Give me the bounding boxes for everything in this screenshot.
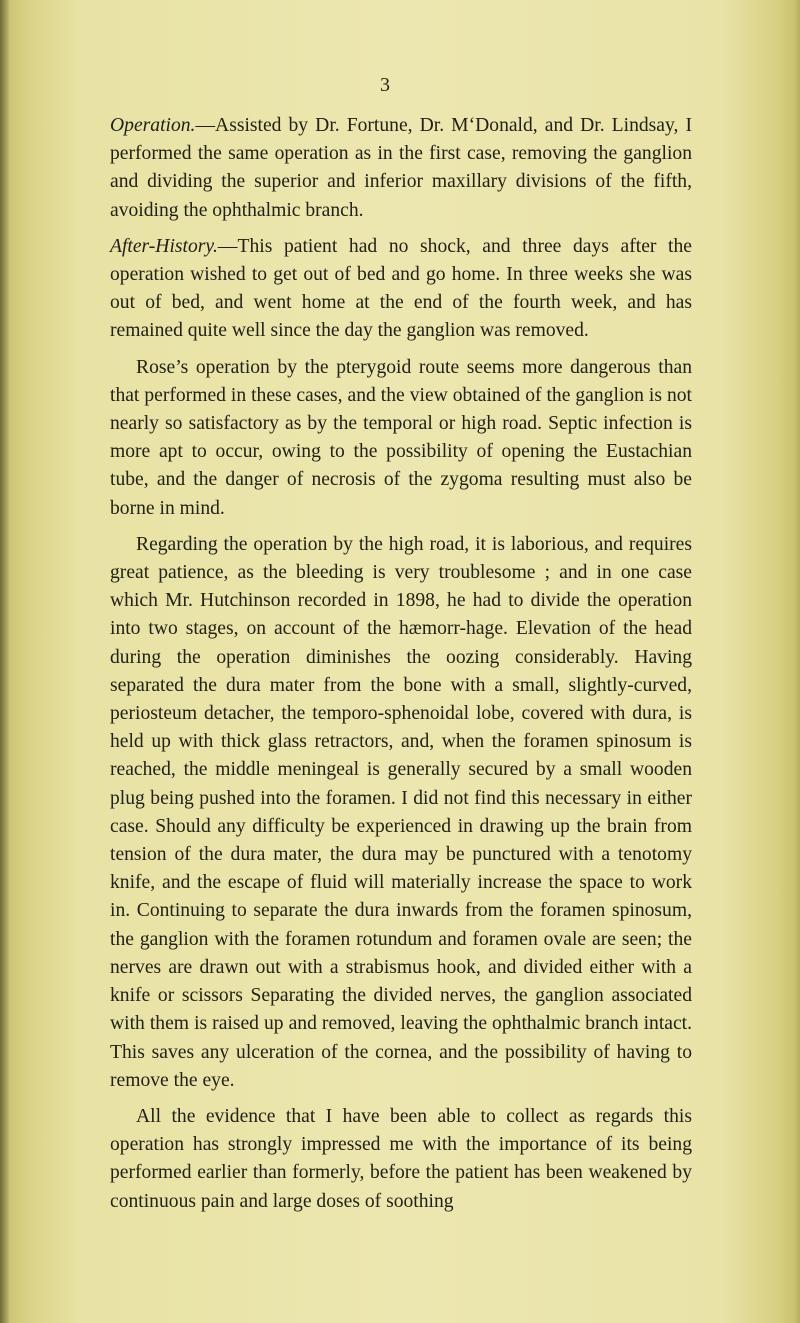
paragraph-after-history [110,233,692,346]
body-text [110,112,692,1224]
page-edge [794,0,800,1323]
paragraph-roses-operation [110,354,692,523]
paragraph-text: Regarding the operation by the high road, it is laborious, and requires great patience, as the bleeding is very troublesome ; and in one case which Mr. Hutchinson recorded in 1898, he had to divide the operation into two stages, on account of the hæmorr-hage. Elevation of the head during the operation diminishes the oozing considerably. Having separated the dura mater from the bone with a small, slightly-curved, periosteum detacher, the temporo-sphenoidal lobe, covered with dura, is held up with thick glass retractors, and, when the foramen spinosum is reached, the middle meningeal is generally secured by a small wooden plug being pushed into the foramen. I did not find this necessary in either case. Should any difficulty be experienced in drawing up the brain from tension of the dura mater, the dura may be punctured with a tenotomy knife, and the escape of fluid will materially increase the space to work in. Continuing to separate the dura inwards from the foramen spinosum, the ganglion with the foramen rotundum and foramen ovale are seen; the nerves are drawn out with a strabismus hook, and divided either with a knife or scissors Separating the divided nerves, the ganglion associated with them is raised up and removed, leaving the ophthalmic branch intact. This saves any ulceration of the cornea, and the possibility of having to remove the eye. [110,533,692,1091]
paragraph-text: —Assisted by Dr. Fortune, Dr. M‘Donald, and Dr. Lindsay, I performed the same operation as in the first case, removing the ganglion and dividing the superior and inferior maxillary divisions of the fifth, avoiding the ophthalmic branch. [110,115,692,221]
paragraph-text: Rose’s operation by the pterygoid route seems more dangerous than that performed in these cases, and the view obtained of the ganglion is not nearly so satisfactory as by the temporal or high road. Septic infection is more apt to occur, owing to the possibility of opening the Eustachian tube, and the danger of necrosis of the zygoma resulting must also be borne in mind. [110,356,692,519]
paragraph-operation [110,112,692,225]
paragraph-lead: After-History. [110,235,218,257]
paragraph-high-road [110,531,692,1095]
paragraph-text: —This patient had no shock, and three days after the operation wished to get out of bed and go home. In three weeks she was out of bed, and went home at the end of the fourth week, and has remained quite well since the day the ganglion was removed. [110,235,692,342]
paragraph-lead: Operation. [110,115,196,136]
page-number: 3 [380,74,390,96]
paragraph-text: All the evidence that I have been able to collect as regards this operation has strongly impressed me with the importance of its being performed earlier than formerly, before the patient has been weakened by continuous pain and large doses of soothing [110,1105,692,1212]
binding-edge [0,0,10,1323]
paragraph-evidence [110,1103,692,1216]
